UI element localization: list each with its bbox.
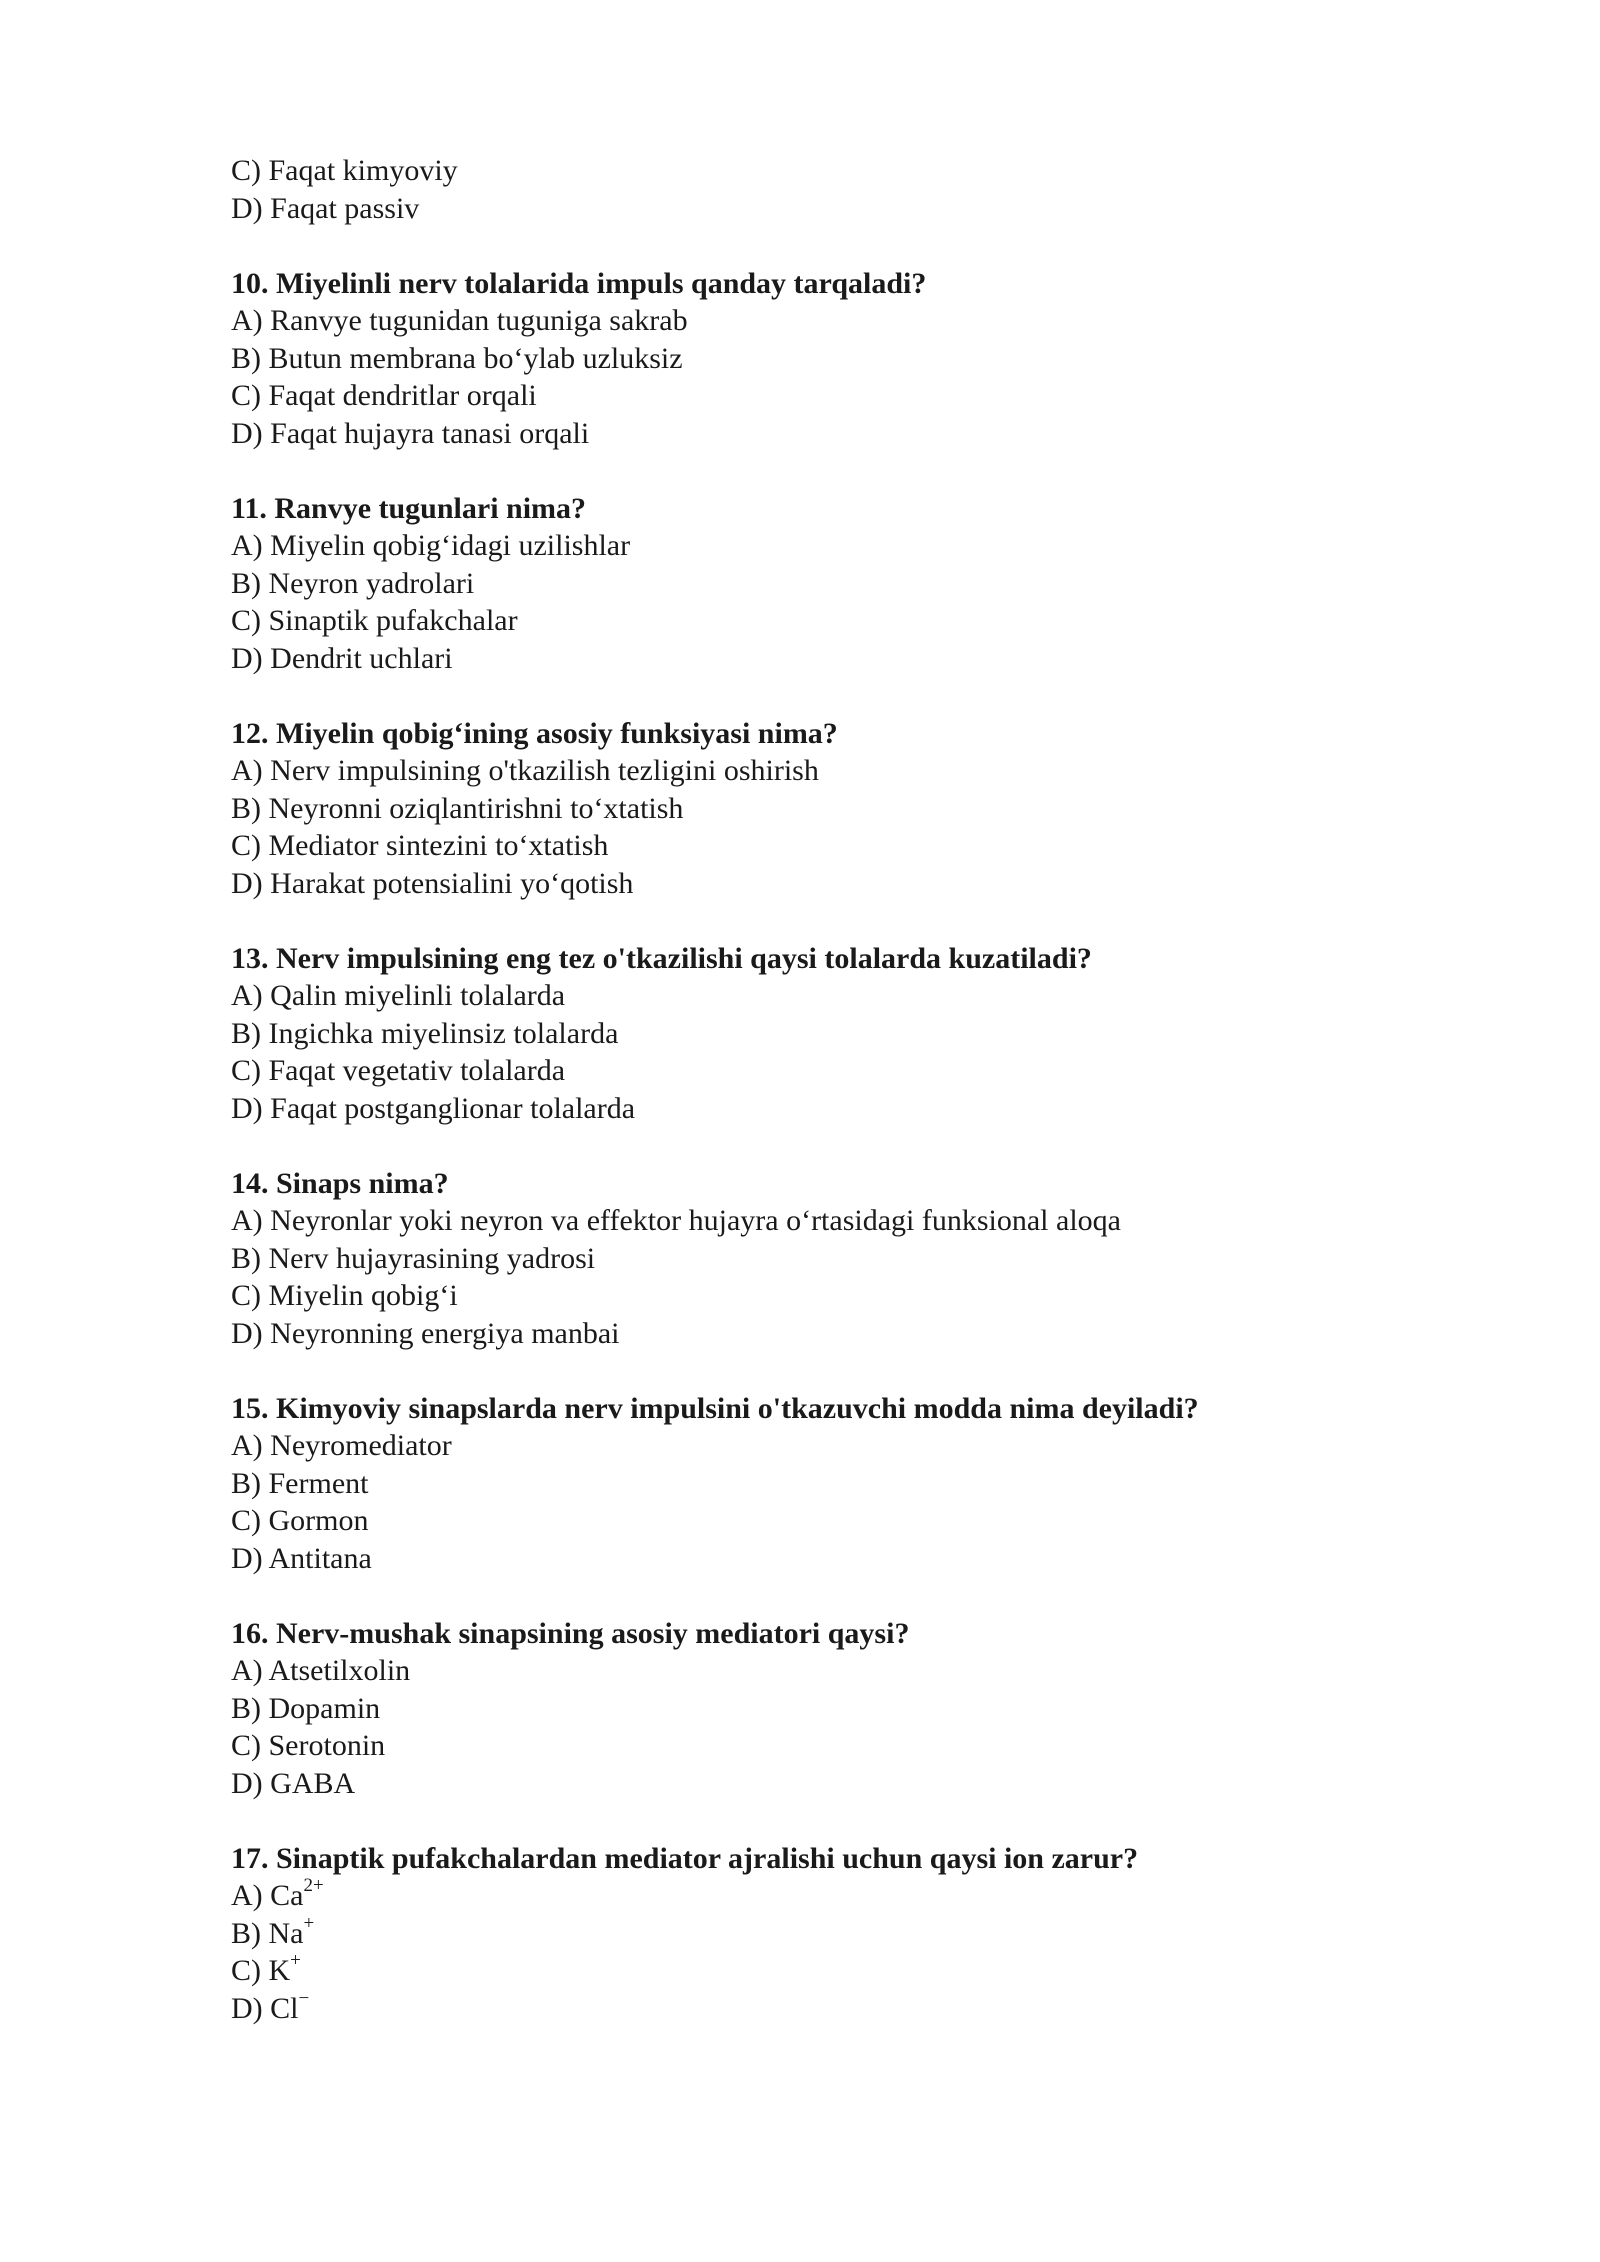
- option-c: C) Faqat vegetativ tolalarda: [231, 1054, 566, 1087]
- ion-charge: −: [298, 1987, 310, 2009]
- option-d: D) Faqat hujayra tanasi orqali: [231, 416, 590, 450]
- option-c: C) Serotonin: [231, 1729, 386, 1762]
- option-c: C) Gormon: [231, 1504, 369, 1537]
- question-block-9-continued: [231, 152, 1471, 227]
- option-a: A) Neyronlar yoki neyron va effektor hujayra o‘rtasidagi funksional aloqa: [231, 1204, 1121, 1237]
- question-text: 16. Nerv-mushak sinapsining asosiy mediatori qaysi?: [231, 1616, 910, 1650]
- option-b: B) Ferment: [231, 1466, 369, 1500]
- option-a: [231, 1877, 1471, 1915]
- question-block-11: [231, 490, 1471, 678]
- option-a: A) Atsetilxolin: [231, 1654, 411, 1687]
- document-page: [231, 152, 1471, 2027]
- option-d: [231, 1987, 1471, 2028]
- option-a: A) Miyelin qobig‘idagi uzilishlar: [231, 529, 631, 562]
- question-text: 15. Kimyoviy sinapslarda nerv impulsini o'tkazuvchi modda nima deyiladi?: [231, 1391, 1199, 1425]
- question-block-16: [231, 1615, 1471, 1803]
- option-d: D) Neyronning energiya manbai: [231, 1316, 620, 1350]
- ion-charge: +: [303, 1912, 315, 1934]
- option-d: D) Faqat passiv: [231, 191, 420, 225]
- option-a: A) Nerv impulsining o'tkazilish tezligini oshirish: [231, 754, 819, 787]
- question-block-13: [231, 940, 1471, 1128]
- option-c: C) Miyelin qobig‘i: [231, 1279, 458, 1312]
- option-d: D) Harakat potensialini yo‘qotish: [231, 866, 634, 900]
- option-b: B) Neyron yadrolari: [231, 566, 475, 600]
- option-b: [231, 1912, 1471, 1953]
- question-block-10: [231, 265, 1471, 453]
- option-b: B) Ingichka miyelinsiz tolalarda: [231, 1016, 619, 1050]
- question-block-14: [231, 1165, 1471, 1353]
- option-label: A) Ca: [231, 1879, 304, 1912]
- question-text: 10. Miyelinli nerv tolalarida impuls qanday tarqaladi?: [231, 266, 927, 300]
- option-c: [231, 1952, 1471, 1990]
- option-d: D) Antitana: [231, 1541, 372, 1575]
- option-d: D) Dendrit uchlari: [231, 641, 453, 675]
- option-label: C) K: [231, 1954, 291, 1987]
- ion-charge: +: [290, 1950, 301, 1971]
- option-b: B) Neyronni oziqlantirishni to‘xtatish: [231, 791, 684, 825]
- option-b: B) Nerv hujayrasining yadrosi: [231, 1241, 596, 1275]
- option-label: D) Cl: [231, 1991, 299, 2025]
- option-c: C) Faqat kimyoviy: [231, 154, 458, 187]
- option-c: C) Faqat dendritlar orqali: [231, 379, 537, 412]
- question-text: 17. Sinaptik pufakchalardan mediator ajralishi uchun qaysi ion zarur?: [231, 1841, 1139, 1875]
- option-label: B) Na: [231, 1916, 304, 1950]
- option-d: D) Faqat postganglionar tolalarda: [231, 1091, 636, 1125]
- question-text: 13. Nerv impulsining eng tez o'tkazilishi qaysi tolalarda kuzatiladi?: [231, 941, 1092, 975]
- question-block-17: [231, 1840, 1471, 2028]
- question-text: 12. Miyelin qobig‘ining asosiy funksiyasi nima?: [231, 716, 838, 750]
- option-a: A) Qalin miyelinli tolalarda: [231, 979, 566, 1012]
- option-a: A) Ranvye tugunidan tuguniga sakrab: [231, 304, 688, 337]
- option-a: A) Neyromediator: [231, 1429, 452, 1462]
- question-block-15: [231, 1390, 1471, 1578]
- option-b: B) Dopamin: [231, 1691, 381, 1725]
- ion-charge: 2+: [303, 1875, 324, 1896]
- option-c: C) Sinaptik pufakchalar: [231, 604, 518, 637]
- option-c: C) Mediator sintezini to‘xtatish: [231, 829, 609, 862]
- question-text: 11. Ranvye tugunlari nima?: [231, 491, 587, 525]
- question-block-12: [231, 715, 1471, 903]
- question-text: 14. Sinaps nima?: [231, 1166, 449, 1200]
- option-b: B) Butun membrana bo‘ylab uzluksiz: [231, 341, 683, 375]
- option-d: D) GABA: [231, 1766, 356, 1800]
